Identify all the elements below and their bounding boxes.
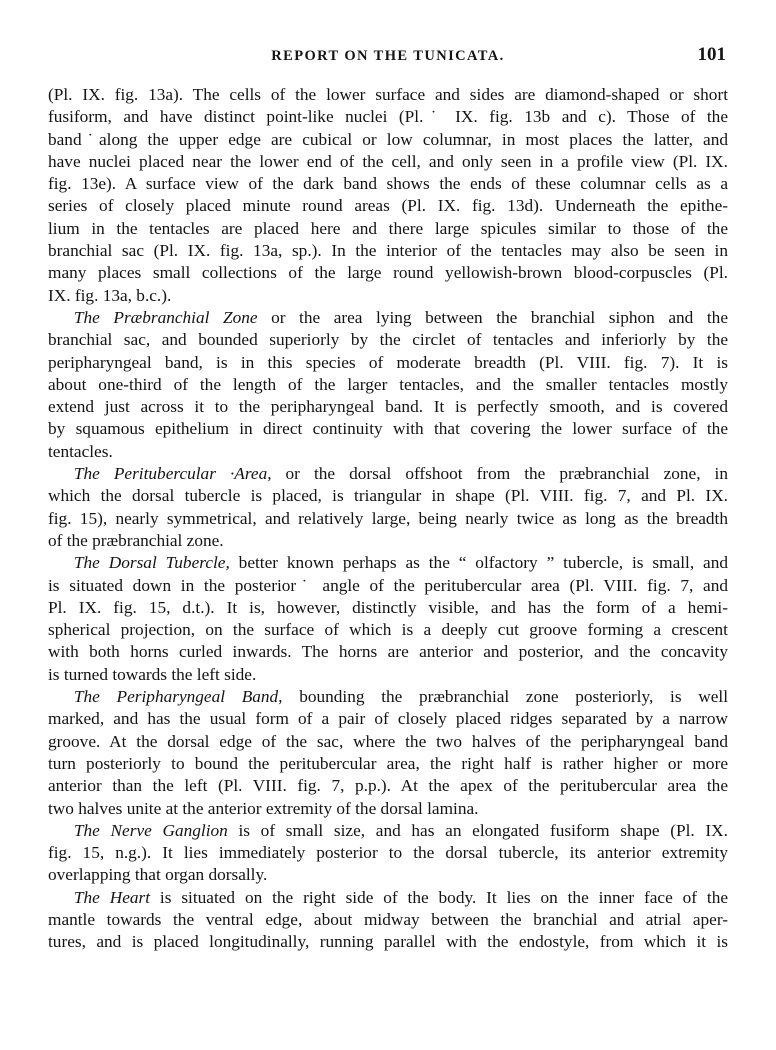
- text-line: marked, and has the usual form of a pair of closely placed ridges separated by a narrow: [48, 709, 728, 729]
- text-line: two halves unite at the anterior extremity of the dorsal lamina.: [48, 798, 479, 818]
- paragraph-peripharyngeal-band: [48, 686, 728, 820]
- paragraph-peritubercular-area: [48, 463, 728, 552]
- page-number: 101: [697, 44, 726, 65]
- text-line: [48, 686, 728, 708]
- text-line: fig. 15), nearly symmetrical, and relatively large, being nearly twice as long as the breadth: [48, 508, 728, 528]
- text-line: fusiform, and have distinct point-like nuclei (Pl.˙ IX. fig. 13b and c). Those of the: [48, 107, 728, 127]
- paragraph-heart: [48, 887, 728, 954]
- text-run: is situated on the right side of the body. It lies on the inner face of the: [150, 887, 729, 907]
- body-text: [48, 84, 728, 954]
- text-line: overlapping that organ dorsally.: [48, 865, 268, 885]
- text-line: tentacles.: [48, 441, 113, 461]
- text-line: is situated down in the posterior˙ angle of the peritubercular area (Pl. VIII. fig. 7, and: [48, 575, 728, 595]
- text-line: mantle towards the ventral edge, about midway between the branchial and atrial aper-: [48, 909, 728, 929]
- text-line: lium in the tentacles are placed here and there large spicules similar to those of the: [48, 218, 728, 238]
- text-line: which the dorsal tubercle is placed, is triangular in shape (Pl. VIII. fig. 7, and Pl. IX.: [48, 486, 728, 506]
- section-lead-title: The Heart: [73, 887, 151, 907]
- text-line: by squamous epithelium in direct continuity with that covering the lower surface of the: [48, 419, 728, 439]
- text-run: bounding the præbranchial zone posteriorly, is well: [282, 687, 728, 707]
- paragraph-dorsal-tubercle: [48, 552, 728, 686]
- running-head: [48, 44, 728, 70]
- text-line: [48, 887, 728, 909]
- text-line: (Pl. IX. fig. 13a). The cells of the lower surface and sides are diamond-shaped or short: [48, 85, 728, 104]
- paragraph-tentacle-cells: [48, 84, 728, 307]
- text-line: fig. 13e). A surface view of the dark band shows the ends of these columnar cells as a: [48, 174, 728, 194]
- running-title: REPORT ON THE TUNICATA.: [271, 48, 505, 64]
- text-run: is of small size, and has an elongated fusiform shape (Pl. IX.: [227, 820, 728, 840]
- text-run: or the area lying between the branchial siphon and the: [257, 307, 728, 327]
- text-line: groove. At the dorsal edge of the sac, where the two halves of the peripharyngeal band: [48, 731, 728, 751]
- text-line: with both horns curled inwards. The horns are anterior and posterior, and the concavity: [48, 642, 728, 662]
- text-line: [48, 307, 728, 329]
- text-line: series of closely placed minute round areas (Pl. IX. fig. 13d). Underneath the epithe-: [48, 196, 728, 216]
- text-line: fig. 15, n.g.). It lies immediately posterior to the dorsal tubercle, its anterior extremity: [48, 843, 728, 863]
- section-lead-title: The Nerve Ganglion: [73, 820, 228, 840]
- text-line: many places small collections of the large round yellowish-brown blood-corpuscles (Pl.: [48, 263, 728, 283]
- text-line: IX. fig. 13a, b.c.).: [48, 285, 172, 305]
- text-line: branchial sac, and bounded superiorly by the circlet of tentacles and inferiorly by the: [48, 330, 728, 350]
- text-line: turn posteriorly to bound the peritubercular area, the right half is rather higher or more: [48, 753, 728, 773]
- section-lead-title: The Peritubercular ·Area,: [73, 464, 272, 484]
- text-line: anterior than the left (Pl. VIII. fig. 7, p.p.). At the apex of the peritubercular area the: [48, 776, 728, 796]
- text-line: peripharyngeal band, is in this species of moderate breadth (Pl. VIII. fig. 7). It is: [48, 352, 728, 372]
- text-run: or the dorsal offshoot from the præbranchial zone, in: [271, 464, 728, 484]
- text-line: band˙along the upper edge are cubical or low columnar, in most places the latter, and: [48, 129, 728, 149]
- text-line: extend just across it to the peripharyngeal band. It is perfectly smooth, and is covered: [48, 397, 728, 417]
- text-line: Pl. IX. fig. 15, d.t.). It is, however, distinctly visible, and has the form of a hemi-: [48, 597, 728, 617]
- text-line: have nuclei placed near the lower end of the cell, and only seen in a profile view (Pl. IX.: [48, 151, 728, 171]
- text-line: branchial sac (Pl. IX. fig. 13a, sp.). In the interior of the tentacles may also be seen in: [48, 241, 728, 261]
- text-line: [48, 820, 728, 842]
- section-lead-title: The Peripharyngeal Band,: [73, 687, 283, 707]
- paragraph-nerve-ganglion: [48, 820, 728, 887]
- text-line: spherical projection, on the surface of which is a deeply cut groove forming a crescent: [48, 620, 728, 640]
- text-line: tures, and is placed longitudinally, running parallel with the endostyle, from which it is: [48, 932, 728, 952]
- text-line: is turned towards the left side.: [48, 664, 257, 684]
- paragraph-praebranchial-zone: [48, 307, 728, 463]
- section-lead-title: The Præbranchial Zone: [73, 307, 258, 327]
- text-line: [48, 552, 728, 574]
- text-line: of the præbranchial zone.: [48, 530, 224, 550]
- text-line: [48, 463, 728, 485]
- text-run: better known perhaps as the “ olfactory ” tubercle, is small, and: [229, 553, 728, 573]
- section-lead-title: The Dorsal Tubercle,: [73, 553, 230, 573]
- text-line: about one-third of the length of the larger tentacles, and the smaller tentacles mostly: [48, 374, 728, 394]
